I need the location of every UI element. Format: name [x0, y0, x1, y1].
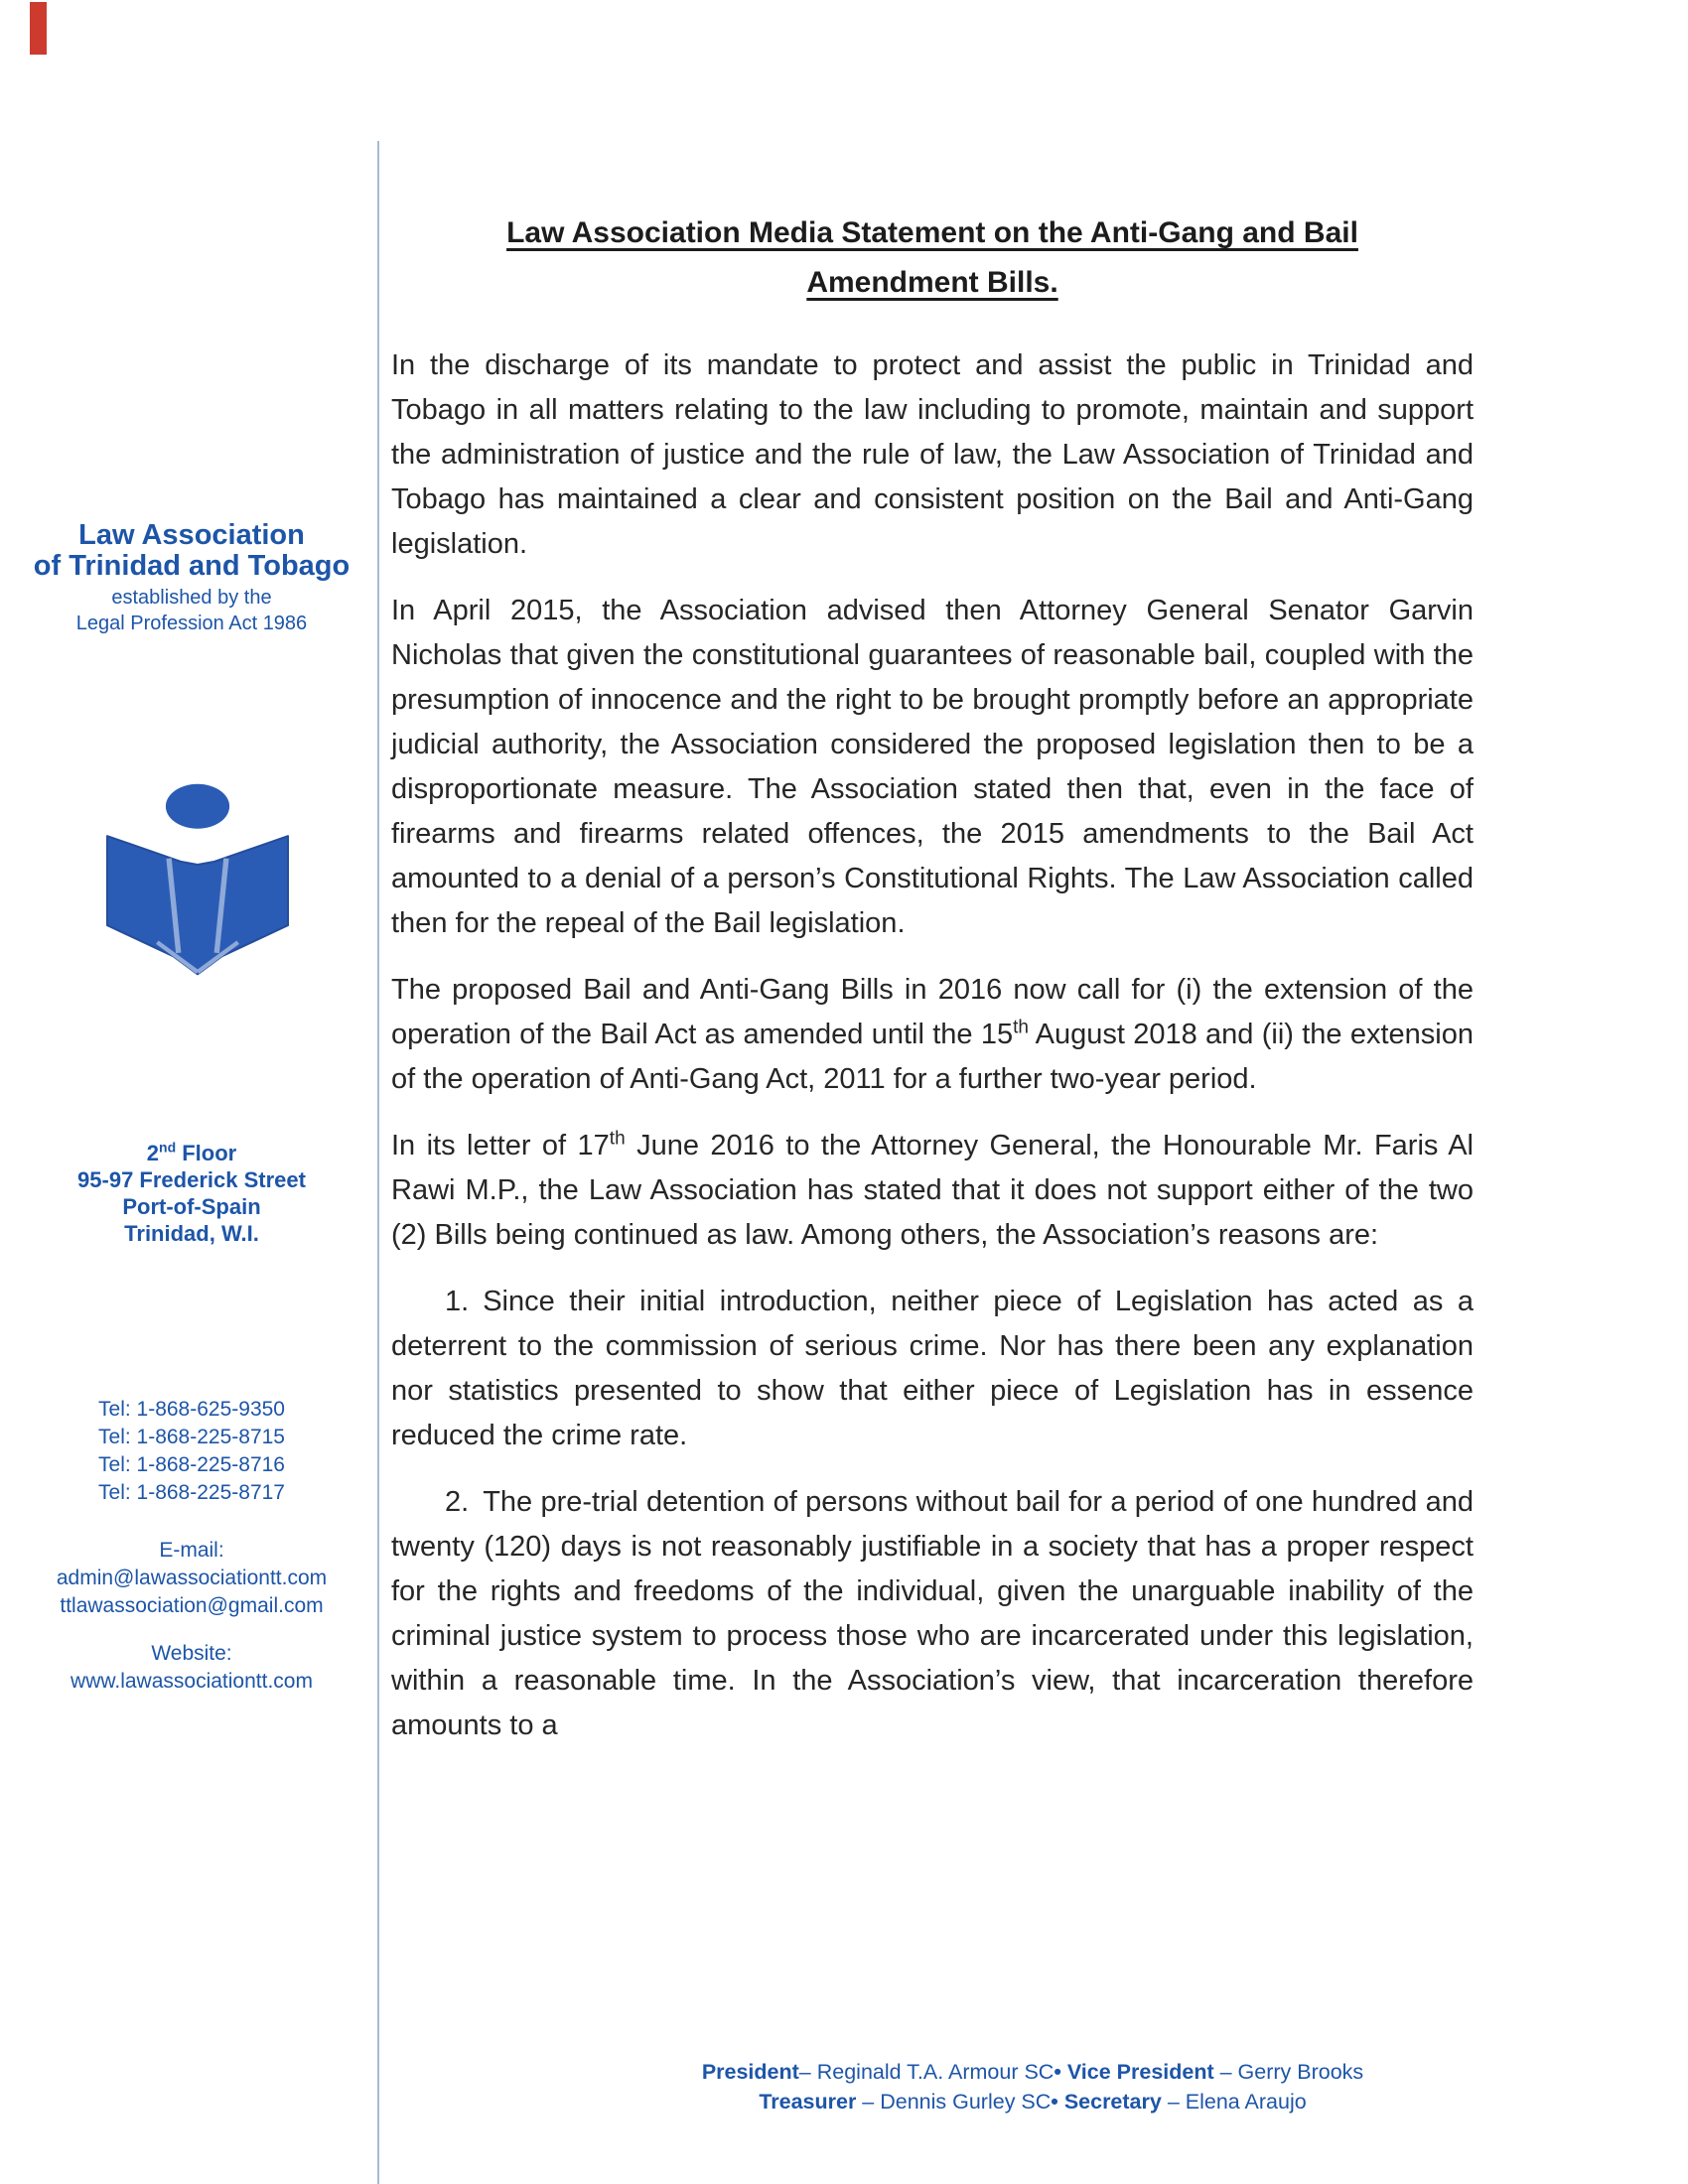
website-label: Website:	[151, 1642, 232, 1665]
vice-president-label: Vice President	[1066, 2060, 1214, 2084]
officers-line2	[377, 2087, 1688, 2116]
list-item-2-text: The pre-trial detention of persons without bail for a period of one hundred and twenty (120) days is not reasonably justifiable in a society that has a proper respect for the rights and freedoms of the individual, given the unarguable inability of the criminal justice system to process those who are incarcerated under this legislation, within a reasonable time. In the Association’s view, that incarceration therefore amounts to a	[391, 1486, 1474, 1741]
address-country: Trinidad, W.I.	[124, 1221, 259, 1246]
scan-red-mark	[30, 2, 47, 55]
email-address: admin@lawassociationtt.com	[56, 1567, 328, 1589]
reader-figure-logo-icon	[89, 772, 306, 985]
email-address: ttlawassociation@gmail.com	[60, 1594, 324, 1617]
vice-president-name: – Gerry Brooks	[1213, 2060, 1364, 2084]
paragraph-2: In April 2015, the Association advised then Attorney General Senator Garvin Nicholas that given the constitutional guarantees of reasonable bail, coupled with the presumption of innocence and the right to be brought promptly before an appropriate judicial authority, the Association considered the proposed legislation then to be a disproportionate measure. The Association stated then that, even in the face of firearms and firearms related offences, the 2015 amendments to the Bail Act amounted to a denial of a person’s Constitutional Rights. The Law Association called then for the repeal of the Bail legislation.	[391, 595, 1474, 939]
ordinal-sup: th	[1013, 1017, 1029, 1038]
phone-line: Tel: 1-868-225-8716	[98, 1453, 285, 1476]
email-block	[0, 1537, 383, 1620]
floor-ordinal: nd	[159, 1139, 177, 1156]
email-label: E-mail:	[159, 1539, 224, 1562]
paragraph-4: In its letter of 17th June 2016 to the Attorney General, the Honourable Mr. Faris Al Rawi M.P., the Law Association has stated that it does not support either of the two (2) Bills being continued as law. Among others, the Association’s reasons are:	[391, 1128, 1474, 1251]
law-association-logo	[89, 772, 306, 985]
president-label: President	[701, 2060, 799, 2084]
org-sub-line2: Legal Profession Act 1986	[75, 613, 308, 634]
bullet-separator: •	[1054, 2060, 1061, 2084]
officers-footer	[377, 2057, 1688, 2116]
organization-block	[0, 520, 383, 636]
phone-line: Tel: 1-868-625-9350	[98, 1398, 285, 1421]
list-item-1-number: 1.	[445, 1286, 470, 1317]
phone-line: Tel: 1-868-225-8717	[98, 1481, 285, 1504]
list-item-1-text: Since their initial introduction, neither piece of Legislation has acted as a deterrent to the commission of serious crime. Nor has there been any explanation nor statistics presented to show that either piece of Legislation has in essence reduced the crime rate.	[391, 1286, 1474, 1451]
list-item-2-number: 2.	[445, 1486, 470, 1518]
officers-line1	[377, 2057, 1688, 2087]
website-block	[0, 1640, 383, 1696]
phone-block	[0, 1396, 383, 1507]
org-name-line1: Law Association	[78, 519, 305, 551]
secretary-label: Secretary	[1063, 2090, 1162, 2114]
treasurer-label: Treasurer	[759, 2090, 857, 2114]
president-name: – Reginald T.A. Armour SC	[798, 2060, 1055, 2084]
bullet-separator: •	[1051, 2090, 1058, 2114]
page-title-line2: Amendment Bills.	[806, 266, 1058, 299]
list-item-2	[391, 1480, 1474, 1748]
org-subtitle	[0, 585, 383, 636]
phone-line: Tel: 1-868-225-8715	[98, 1426, 285, 1448]
treasurer-name: – Dennis Gurley SC	[856, 2090, 1052, 2114]
page-title-line1: Law Association Media Statement on the Anti-Gang and Bail	[506, 216, 1358, 249]
address-street: 95-97 Frederick Street	[77, 1167, 306, 1192]
address-floor: 2nd Floor	[146, 1139, 237, 1165]
secretary-name: – Elena Araujo	[1161, 2090, 1307, 2114]
address-block	[0, 1140, 383, 1247]
paragraph-3: The proposed Bail and Anti-Gang Bills in 2016 now call for (i) the extension of the operation of the Bail Act as amended until the 15th August 2018 and (ii) the extension of the operation of Anti-Gang Act, 2011 for a further two-year period.	[391, 974, 1474, 1095]
page-title	[391, 208, 1474, 308]
org-name-line2: of Trinidad and Tobago	[33, 550, 351, 582]
ordinal-sup: th	[609, 1128, 626, 1150]
org-sub-line1: established by the	[111, 587, 272, 609]
document-body	[391, 208, 1474, 1770]
address-city: Port-of-Spain	[122, 1194, 261, 1219]
list-item-1	[391, 1280, 1474, 1458]
website-url: www.lawassociationtt.com	[70, 1670, 313, 1693]
paragraph-1: In the discharge of its mandate to protect and assist the public in Trinidad and Tobago in all matters relating to the law including to promote, maintain and support the administration of justice and the rule of law, the Law Association of Trinidad and Tobago has maintained a clear and consistent position on the Bail and Anti-Gang legislation.	[391, 349, 1474, 560]
